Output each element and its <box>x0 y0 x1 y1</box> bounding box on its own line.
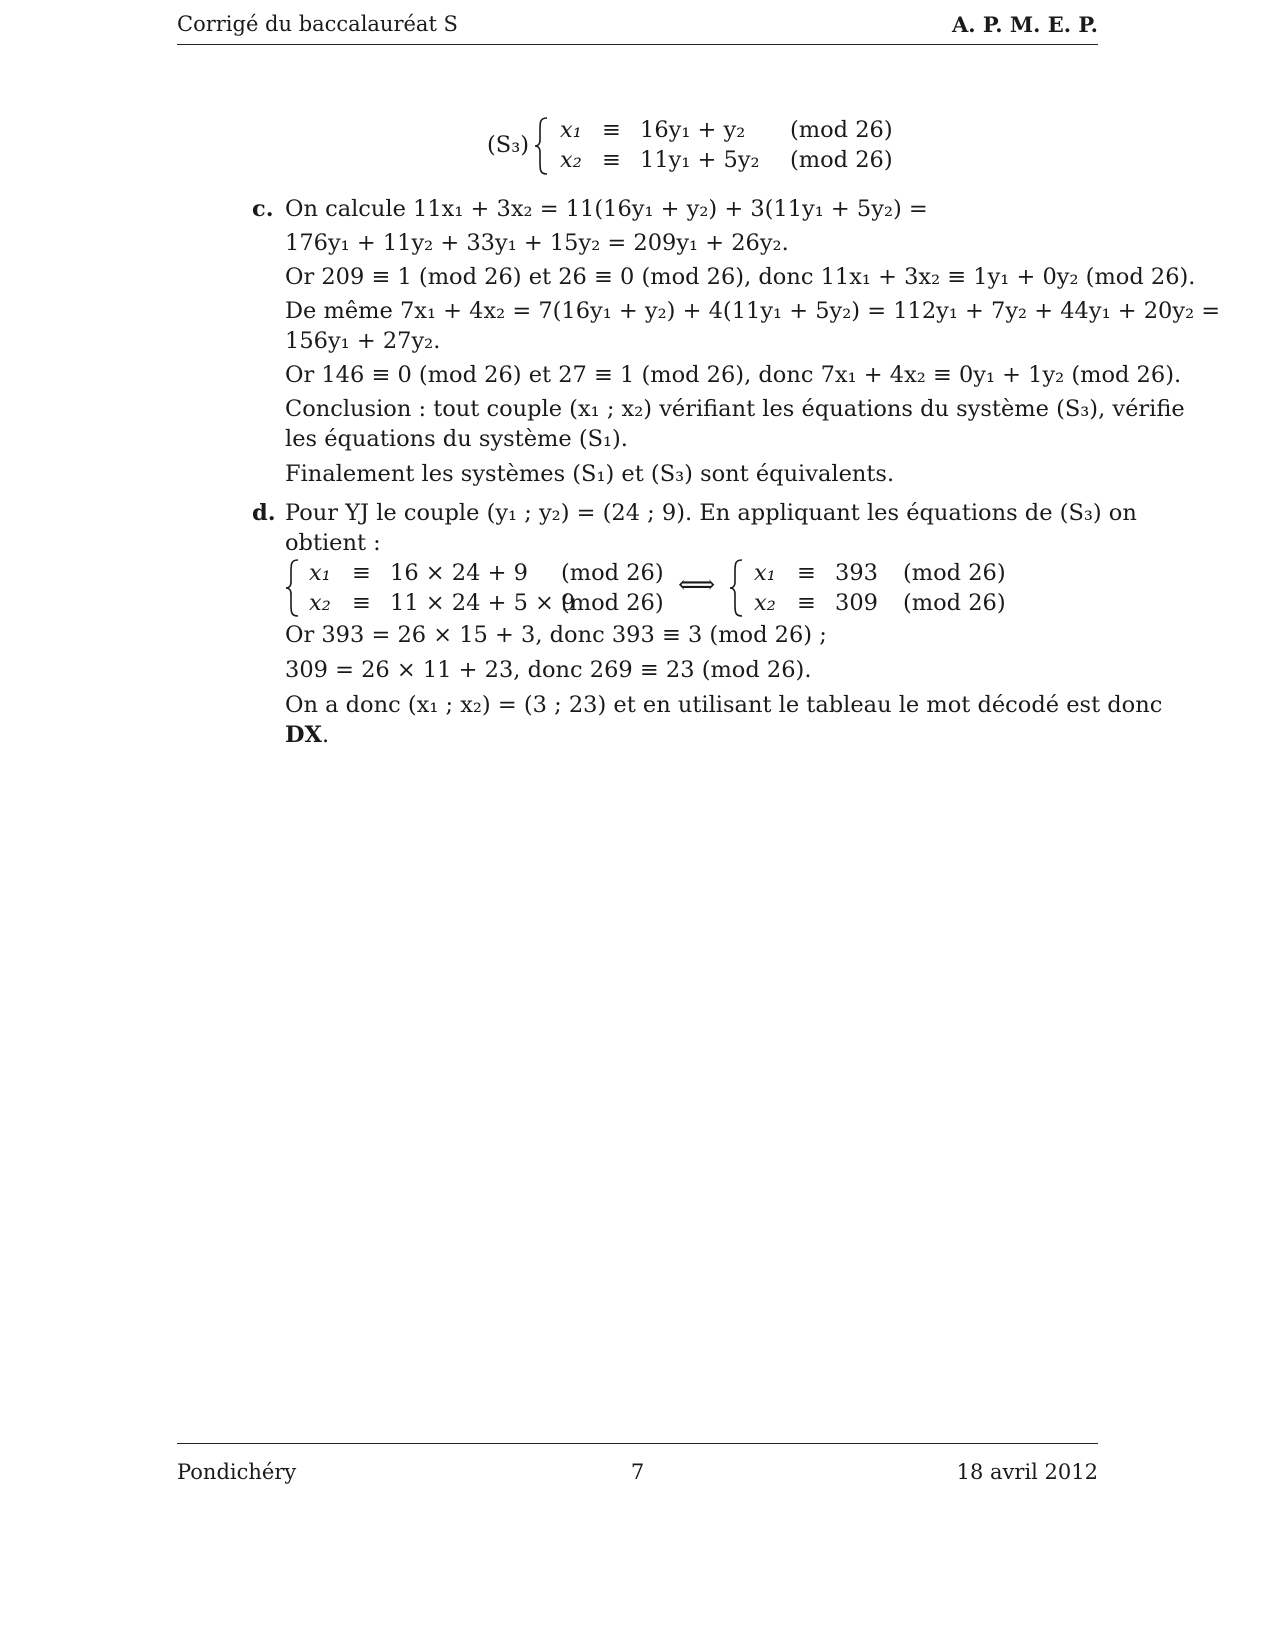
part-c-line: Conclusion : tout couple (x₁ ; x₂) vérifiant les équations du système (S₃), vérifie <box>285 396 1185 422</box>
expr: 393 <box>835 560 878 586</box>
footer-location: Pondichéry <box>177 1460 297 1484</box>
left-brace <box>284 558 300 618</box>
part-d-final <box>285 722 329 748</box>
part-c-line: 156y₁ + 27y₂. <box>285 328 441 354</box>
system-label: (S₃) <box>487 132 529 158</box>
part-c-line: Finalement les systèmes (S₁) et (S₃) sont équivalents. <box>285 461 895 487</box>
equiv-sign: ≡ <box>797 560 816 586</box>
expr: 11 × 24 + 5 × 9 <box>390 590 576 616</box>
part-c-line: Or 209 ≡ 1 (mod 26) et 26 ≡ 0 (mod 26), donc 11x₁ + 3x₂ ≡ 1y₁ + 0y₂ (mod 26). <box>285 264 1196 290</box>
mod: (mod 26) <box>790 147 893 173</box>
mod: (mod 26) <box>561 560 664 586</box>
mod: (mod 26) <box>903 560 1006 586</box>
page-number: 7 <box>630 1460 645 1484</box>
part-d-label: d. <box>252 500 276 526</box>
mod: (mod 26) <box>903 590 1006 616</box>
part-c-line: 176y₁ + 11y₂ + 33y₁ + 15y₂ = 209y₁ + 26y₂. <box>285 230 789 256</box>
part-c-label: c. <box>252 196 274 222</box>
equiv-sign: ≡ <box>602 147 621 173</box>
equiv-sign: ≡ <box>352 560 371 586</box>
part-c-line: Or 146 ≡ 0 (mod 26) et 27 ≡ 1 (mod 26), donc 7x₁ + 4x₂ ≡ 0y₁ + 1y₂ (mod 26). <box>285 362 1182 388</box>
mod: (mod 26) <box>790 117 893 143</box>
expr: 11y₁ + 5y₂ <box>640 147 760 173</box>
equiv-sign: ≡ <box>352 590 371 616</box>
var: x₂ <box>309 590 331 616</box>
expr: 16y₁ + y₂ <box>640 117 746 143</box>
part-d-line: 309 = 26 × 11 + 23, donc 269 ≡ 23 (mod 26). <box>285 657 812 683</box>
left-brace <box>728 558 744 618</box>
var: x₂ <box>560 147 582 173</box>
equiv-sign: ≡ <box>602 117 621 143</box>
part-d-line: On a donc (x₁ ; x₂) = (3 ; 23) et en utilisant le tableau le mot décodé est donc <box>285 692 1163 718</box>
left-brace <box>533 116 549 176</box>
part-c-line: On calcule 11x₁ + 3x₂ = 11(16y₁ + y₂) + 3(11y₁ + 5y₂) = <box>285 196 928 222</box>
var: x₂ <box>754 590 776 616</box>
part-c-line: De même 7x₁ + 4x₂ = 7(16y₁ + y₂) + 4(11y₁ + 5y₂) = 112y₁ + 7y₂ + 44y₁ + 20y₂ = <box>285 298 1221 324</box>
var: x₁ <box>754 560 776 586</box>
var: x₁ <box>560 117 582 143</box>
expr: 309 <box>835 590 878 616</box>
equiv-sign: ≡ <box>797 590 816 616</box>
expr: 16 × 24 + 9 <box>390 560 528 586</box>
page-footer <box>177 1443 1098 1484</box>
footer-date: 18 avril 2012 <box>956 1460 1098 1484</box>
header-org: A. P. M. E. P. <box>952 12 1098 37</box>
part-d-line: Or 393 = 26 × 15 + 3, donc 393 ≡ 3 (mod 26) ; <box>285 622 827 648</box>
part-c-line: les équations du système (S₁). <box>285 426 628 452</box>
equivalence-arrow: ⟺ <box>678 570 716 600</box>
var: x₁ <box>309 560 331 586</box>
header-title: Corrigé du baccalauréat S <box>177 12 458 36</box>
decoded-word: DX <box>285 722 322 748</box>
part-d-line: Pour YJ le couple (y₁ ; y₂) = (24 ; 9). En appliquant les équations de (S₃) on <box>285 500 1137 526</box>
mod: (mod 26) <box>561 590 664 616</box>
final-punct: . <box>321 722 330 748</box>
part-d-line: obtient : <box>285 530 381 556</box>
